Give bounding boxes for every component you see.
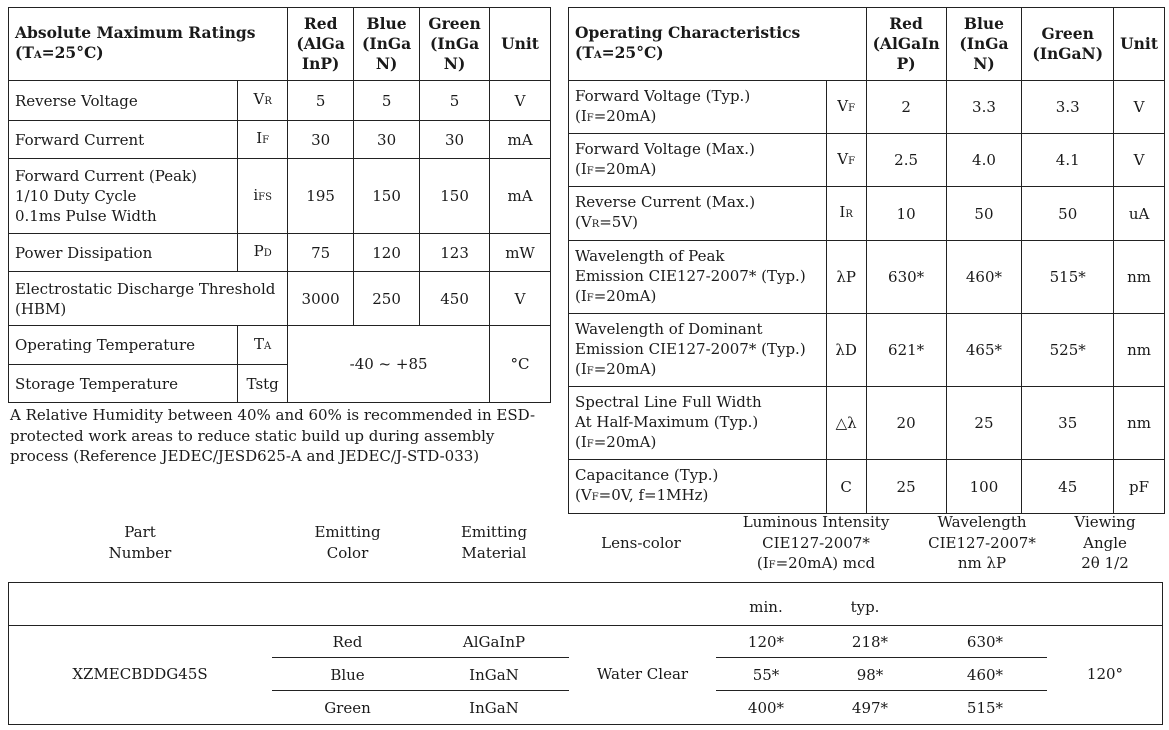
operating-characteristics-table xyxy=(568,7,1165,514)
symbol: △λ xyxy=(826,387,866,460)
table-row: Forward Voltage (Max.) (IF=20mA) VF 2.5 4.0 4.1 V xyxy=(569,134,1165,187)
oc-col-blue: Blue (InGa N) xyxy=(946,8,1022,81)
symbol: TA xyxy=(238,326,288,365)
symbol: Tstg xyxy=(238,365,288,403)
divider xyxy=(8,625,1163,626)
oc-condition: (TA=25°C) xyxy=(575,42,664,62)
oc-title: Operating Characteristics xyxy=(575,22,801,42)
table-row: Power Dissipation PD 75 120 123 mW xyxy=(9,234,551,272)
table-row: Forward Current (Peak) 1/10 Duty Cycle 0.1ms Pulse Width iFS 195 150 150 mA xyxy=(9,159,551,234)
table-row: Capacitance (Typ.) (VF=0V, f=1MHz) C 25 100 45 pF xyxy=(569,460,1165,514)
amr-col-red: Red (AlGa InP) xyxy=(288,8,354,81)
wavelength-value: 460* xyxy=(966,666,1004,684)
intensity-min: 120* xyxy=(747,633,785,651)
table-row: Storage Temperature Tstg xyxy=(9,365,551,403)
oc-title-cell xyxy=(569,8,867,81)
humidity-note: A Relative Humidity between 40% and 60% is recommended in ESD-protected work areas to reduce static build up during assembly process (Reference JEDEC/JESD625-A and JEDEC/J-STD-033) xyxy=(10,406,536,465)
amr-title: Absolute Maximum Ratings xyxy=(15,22,256,42)
table-row: Wavelength of Peak Emission CIE127-2007* (Typ.) (IF=20mA) λP 630* 460* 515* nm xyxy=(569,241,1165,314)
symbol: λD xyxy=(826,314,866,387)
amr-col-blue: Blue (InGa N) xyxy=(354,8,420,81)
table-row: Wavelength of Dominant Emission CIE127-2007* (Typ.) (IF=20mA) λD 621* 465* 525* nm xyxy=(569,314,1165,387)
table-row: Reverse Voltage VR 5 5 5 V xyxy=(9,81,551,121)
header-emitting-material: Emitting Material xyxy=(460,523,528,562)
symbol: VF xyxy=(826,81,866,134)
lens-color: Water Clear xyxy=(596,665,689,683)
emitting-color: Blue xyxy=(330,666,365,684)
viewing-angle: 120° xyxy=(1086,665,1124,683)
intensity-min: 400* xyxy=(747,699,785,717)
header-emitting-color: Emitting Color xyxy=(314,523,381,562)
min-label: min. xyxy=(749,598,783,616)
temperature-range: -40 ~ +85 xyxy=(288,326,490,403)
symbol: iFS xyxy=(238,159,288,234)
table-row: Spectral Line Full Width At Half-Maximum (Typ.) (IF=20mA) △λ 20 25 35 nm xyxy=(569,387,1165,460)
emitting-material: InGaN xyxy=(469,666,519,684)
amr-title-cell xyxy=(9,8,288,81)
amr-col-unit: Unit xyxy=(490,8,551,81)
divider xyxy=(272,690,569,691)
emitting-color: Red xyxy=(332,633,363,651)
oc-col-green: Green (InGaN) xyxy=(1022,8,1114,81)
oc-col-red: Red (AlGaIn P) xyxy=(866,8,946,81)
intensity-typ: 218* xyxy=(851,633,889,651)
symbol: IF xyxy=(238,121,288,159)
divider xyxy=(272,657,569,658)
part-number: XZMECBDDG45S xyxy=(72,665,208,683)
table-row: Operating Temperature TA -40 ~ +85 °C xyxy=(9,326,551,365)
oc-col-unit: Unit xyxy=(1114,8,1165,81)
divider xyxy=(716,657,1047,658)
symbol: C xyxy=(826,460,866,514)
wavelength-value: 515* xyxy=(966,699,1004,717)
intensity-typ: 497* xyxy=(851,699,889,717)
amr-condition: (TA=25°C) xyxy=(15,42,104,62)
table-row: Forward Voltage (Typ.) (IF=20mA) VF 2 3.3 3.3 V xyxy=(569,81,1165,134)
header-viewing-angle: Viewing Angle 2θ 1/2 xyxy=(1074,513,1136,572)
absolute-max-ratings-table xyxy=(8,7,551,403)
intensity-min: 55* xyxy=(752,666,780,684)
symbol: VF xyxy=(826,134,866,187)
table-row: Electrostatic Discharge Threshold (HBM) 3000 250 450 V xyxy=(9,272,551,326)
symbol: PD xyxy=(238,234,288,272)
emitting-color: Green xyxy=(324,699,371,717)
table-row: Forward Current IF 30 30 30 mA xyxy=(9,121,551,159)
typ-label: typ. xyxy=(850,598,880,616)
header-luminous-intensity: Luminous Intensity CIE127-2007* (IF=20mA) mcd xyxy=(742,513,890,572)
symbol: λP xyxy=(826,241,866,314)
header-wavelength: Wavelength CIE127-2007* nm λP xyxy=(928,513,1036,572)
divider xyxy=(716,690,1047,691)
header-lens-color: Lens-color xyxy=(601,534,681,552)
wavelength-value: 630* xyxy=(966,633,1004,651)
emitting-material: AlGaInP xyxy=(462,633,526,651)
amr-col-green: Green (InGa N) xyxy=(420,8,490,81)
intensity-typ: 98* xyxy=(856,666,884,684)
symbol: IR xyxy=(826,187,866,241)
table-row: Reverse Current (Max.) (VR=5V) IR 10 50 50 uA xyxy=(569,187,1165,241)
symbol: VR xyxy=(238,81,288,121)
header-part-number: Part Number xyxy=(108,523,172,562)
emitting-material: InGaN xyxy=(469,699,519,717)
